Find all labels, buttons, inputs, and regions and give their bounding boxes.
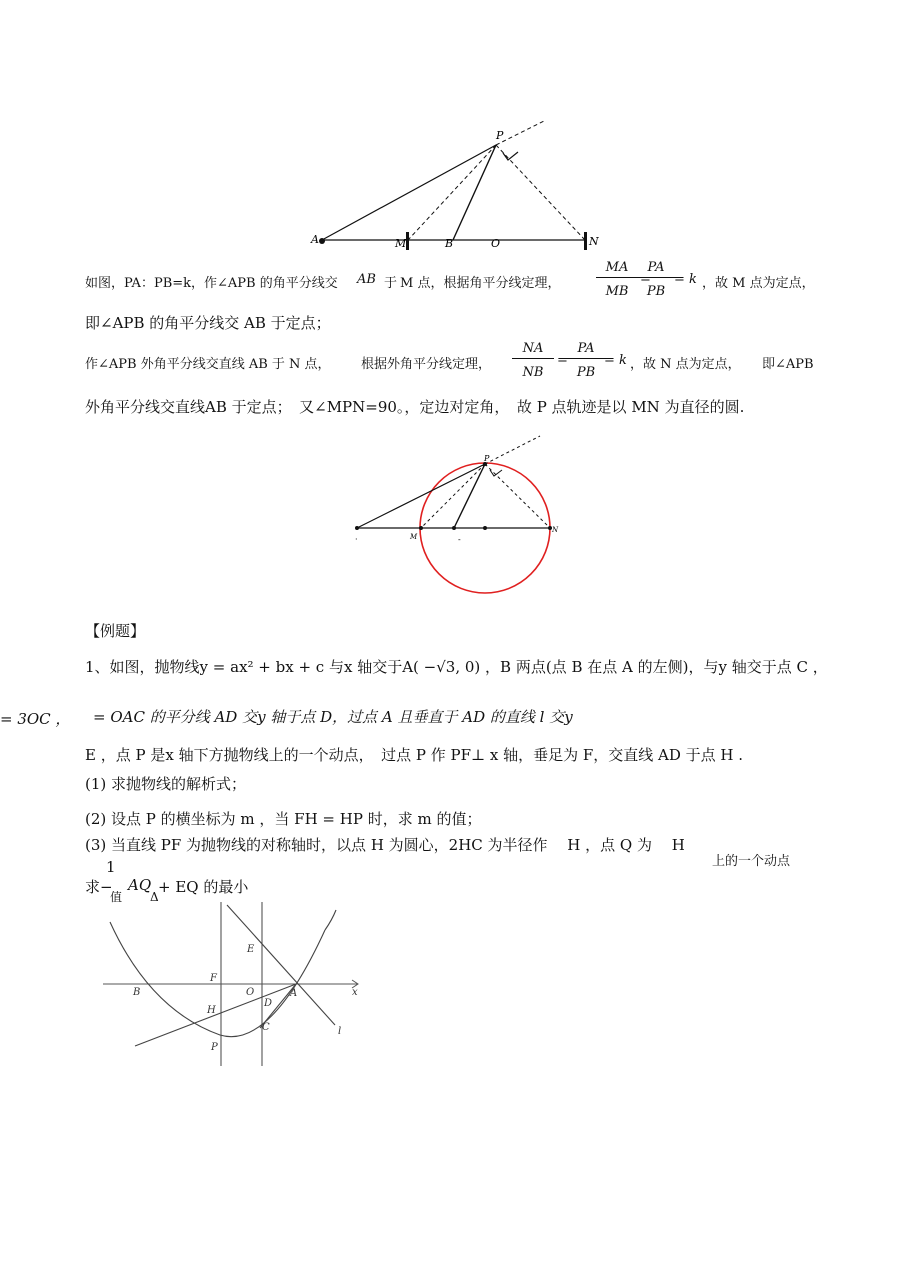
- label-M: M: [395, 237, 407, 250]
- label-P: P: [496, 129, 504, 142]
- fig3-label-E: E: [247, 944, 255, 955]
- fig3-label-A: A: [290, 988, 298, 999]
- label-O: O: [491, 237, 501, 250]
- fig2-label-dot: ·: [355, 535, 358, 544]
- fraction-pa-pb: $\frac{PA}{PB}$: [634, 260, 678, 299]
- para1-suffix: ，故 M 点为定点，: [702, 276, 815, 291]
- fig3-label-D: D: [264, 998, 273, 1009]
- problem-line-2: = OAC 的平分线 AD 交y 轴于点 D，过点 A 且垂直于 AD 的直线 l 交y: [93, 708, 573, 726]
- para1-prefix: 如图，PA：PB=k，作∠APB 的角平分线交: [85, 276, 338, 291]
- fraction-ma-mb: $\frac{MA}{MB}$: [596, 260, 638, 299]
- fig2-label-P: P: [484, 454, 490, 463]
- fig3-label-B: B: [133, 987, 141, 998]
- fig3-label-H: H: [207, 1005, 216, 1016]
- question-4-delta: Δ: [150, 890, 159, 904]
- fraction-pa-pb-2: $\frac{PA}{PB}$: [566, 341, 606, 380]
- para3-eqk: = k: [604, 353, 627, 368]
- figure-angle-bisector: [300, 115, 599, 255]
- question-1: (1) 求抛物线的解析式；: [85, 775, 247, 793]
- fig2-label-N: N: [552, 526, 559, 534]
- label-A: A: [311, 233, 319, 246]
- fig3-label-l: l: [338, 1026, 342, 1037]
- paragraph-2: 即∠APB 的角平分线交 AB 于定点；: [85, 314, 331, 332]
- fraction-na-nb: $\frac{NA}{NB}$: [512, 341, 554, 380]
- para1-yu: 于: [384, 276, 398, 291]
- question-3: (3) 当直线 PF 为抛物线的对称轴时，以点 H 为圆心，2HC 为半径作 H ，点 Q 为 H: [85, 836, 685, 854]
- label-B: B: [445, 237, 454, 250]
- para3-mid: 根据外角平分线定理，: [361, 357, 492, 372]
- problem-line-3: E ，点 P 是x 轴下方抛物线上的一个动点， 过点 P 作 PF⊥ x 轴，垂足为 F，交直线 AD 于点 H .: [85, 746, 744, 764]
- fig3-label-x: x: [352, 987, 358, 998]
- para3-eq: =: [557, 353, 568, 368]
- para1-eq: =: [640, 272, 651, 287]
- problem-line-2-left: = 3OC ，: [0, 710, 71, 728]
- question-2: (2) 设点 P 的横坐标为 m ，当 FH = HP 时，求 m 的值；: [85, 810, 482, 828]
- fig2-label-M: M: [410, 533, 418, 541]
- label-N: N: [589, 235, 599, 248]
- fig3-label-F: F: [210, 973, 217, 984]
- fig3-label-O: O: [246, 987, 255, 998]
- fig2-label-dash: -: [458, 535, 461, 544]
- example-title: 【例题】: [85, 622, 146, 640]
- question-3-tail: 上的一个动点: [712, 854, 791, 869]
- para1-ab: AB: [357, 272, 376, 287]
- para1-eqk: = k: [674, 272, 697, 287]
- para3-tail: 即∠APB: [762, 357, 814, 372]
- question-4-val: 值: [110, 890, 123, 904]
- para3-prefix: 作∠APB 外角平分线交直线 AB 于 N 点，: [85, 357, 331, 372]
- question-4-rest: + EQ 的最小: [158, 878, 249, 896]
- figure-locus-circle: [340, 430, 570, 600]
- problem-line-1: 1、如图，抛物线y = ax² + bx + c 与x 轴交于A( −√3, 0) ，B 两点(点 B 在点 A 的左侧)，与y 轴交于点 C ，: [85, 658, 828, 676]
- question-4-prefix: 求−: [85, 878, 113, 896]
- question-4-aq: AQ: [128, 876, 152, 894]
- figure-parabola: [100, 900, 370, 1070]
- paragraph-4: 外角平分线交直线AB 于定点； 又∠MPN=90。，定边对定角， 故 P 点轨迹是以 MN 为直径的圆.: [85, 398, 745, 416]
- fig3-label-P: P: [211, 1042, 218, 1053]
- fig3-label-C: C: [262, 1022, 270, 1033]
- para3-suffix: ，故 N 点为定点，: [630, 357, 741, 372]
- question-4-one: 1: [106, 858, 116, 876]
- para1-m-point: M 点，根据角平分线定理，: [400, 276, 561, 291]
